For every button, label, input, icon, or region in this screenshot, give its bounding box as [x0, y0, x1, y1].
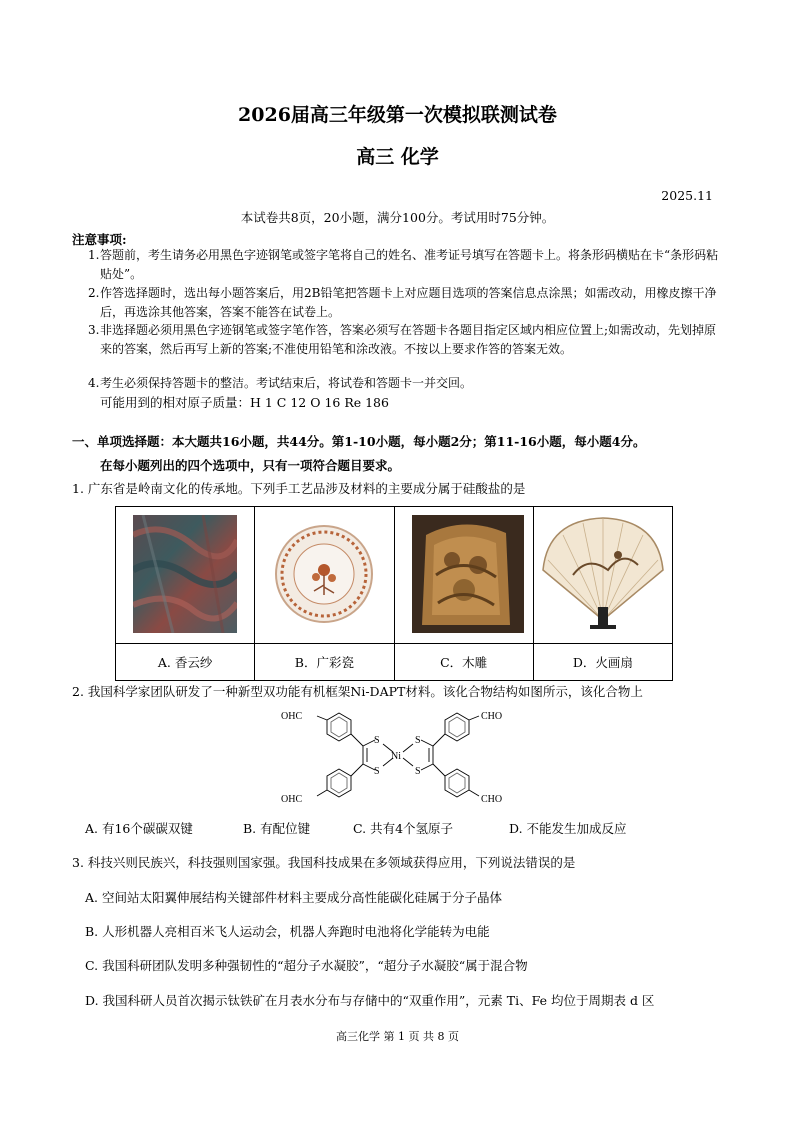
cho-label: CHO: [481, 794, 503, 805]
option-c: C. 共有4个氢原子: [353, 821, 454, 836]
cho-label: OHC: [281, 794, 303, 805]
note-item-4: [88, 374, 720, 393]
exam-subtitle: 高三 化学: [356, 146, 439, 168]
option-b-caption: B．广彩瓷: [255, 644, 394, 681]
fire-painted-fan-image: [537, 515, 669, 633]
ni-dapt-structure-diagram: [275, 708, 525, 808]
question-1-stem: 1. 广东省是岭南文化的传承地。下列手工艺品涉及材料的主要成分属于硅酸盐的是: [72, 481, 526, 496]
note-text: 非选择题必须用黑色字迹钢笔或签字笔作答，答案必须写在答题卡各题目指定区域内相应位置上;如需改动，先划掉原来的答案，然后再写上新的答案;不准使用铅笔和涂改液。不按以上要求作答的答案无效。: [100, 323, 717, 356]
question-3-option-a: A. 空间站太阳翼伸展结构关键部件材料主要成分高性能碳化硅属于分子晶体: [85, 890, 502, 905]
option-b-image-cell: [255, 507, 394, 644]
option-a-image-cell: [116, 507, 255, 644]
sulfur-label: S: [415, 766, 421, 777]
option-a-caption: A. 香云纱: [116, 644, 255, 681]
exam-date: 2025.11: [661, 188, 713, 203]
note-number: 4.: [88, 376, 100, 390]
cho-label: CHO: [481, 711, 503, 722]
note-text: 考生必须保持答题卡的整洁。考试结束后，将试卷和答题卡一并交回。: [100, 376, 473, 390]
note-number: 1.: [88, 248, 100, 262]
question-3-option-b: B. 人形机器人亮相百米飞人运动会，机器人奔跑时电池将化学能转为电能: [85, 924, 490, 939]
sulfur-label: S: [374, 766, 380, 777]
question-3-stem: 3. 科技兴则民族兴，科技强则国家强。我国科技成果在多领域获得应用，下列说法错误的是: [72, 855, 576, 870]
note-item-2: [88, 284, 720, 321]
exam-title: 2026届高三年级第一次模拟联测试卷: [238, 104, 557, 126]
wood-carving-image: [404, 515, 524, 633]
question-3-option-c: C. 我国科研团队发明多种强韧性的“超分子水凝胶”，“超分子水凝胶“属于混合物: [85, 958, 528, 973]
silk-fabric-image: [133, 515, 237, 633]
option-a: A. 有16个碳碳双键: [85, 821, 193, 836]
atomic-mass-line: 可能用到的相对原子质量：H 1 C 12 O 16 Re 186: [100, 395, 389, 410]
option-d-caption: D．火画扇: [533, 644, 672, 681]
page-footer: 高三化学 第 1 页 共 8 页: [336, 1030, 459, 1043]
option-c-caption: C．木雕: [394, 644, 533, 681]
option-b: B. 有配位键: [243, 821, 311, 836]
cho-label: OHC: [281, 711, 303, 722]
note-text: 答题前，考生请务必用黑色字迹钢笔或签字笔将自己的姓名、准考证号填写在答题卡上。将条形码横贴在卡“条形码粘贴处”。: [100, 248, 719, 281]
note-number: 3.: [88, 323, 100, 337]
note-text: 作答选择题时，选出每小题答案后，用2B铅笔把答题卡上对应题目选项的答案信息点涂黑；如需改动，用橡皮擦干净后，再选涂其他答案，答案不能答在试卷上。: [100, 286, 717, 319]
option-d-image-cell: [533, 507, 672, 644]
porcelain-plate-image: [272, 515, 376, 633]
section-heading: 一、单项选择题：本大题共16小题，共44分。第1-10小题，每小题2分；第11-16小题，每小题4分。: [72, 434, 646, 449]
question-1-image-table: [115, 506, 673, 681]
section-subheading: 在每小题列出的四个选项中，只有一项符合题目要求。: [100, 458, 401, 473]
question-2-stem: 2. 我国科学家团队研发了一种新型双功能有机框架Ni-DAPT材料。该化合物结构如图所示，该化合物上: [72, 684, 643, 699]
sulfur-label: S: [415, 735, 421, 746]
sulfur-label: S: [374, 735, 380, 746]
question-2-options: [85, 819, 725, 837]
option-d: D. 不能发生加成反应: [509, 821, 627, 836]
exam-info: 本试卷共8页，20小题，满分100分。考试用时75分钟。: [240, 210, 555, 225]
note-item-1: [88, 246, 720, 283]
nickel-label: Ni: [391, 751, 401, 762]
question-3-option-d: D. 我国科研人员首次揭示钛铁矿在月表水分布与存储中的“双重作用”，元素 Ti、Fe 均位于周期表 d 区: [85, 993, 655, 1008]
note-number: 2.: [88, 286, 100, 300]
option-c-image-cell: [394, 507, 533, 644]
notes-heading: 注意事项:: [72, 232, 127, 247]
note-item-3: [88, 321, 720, 358]
